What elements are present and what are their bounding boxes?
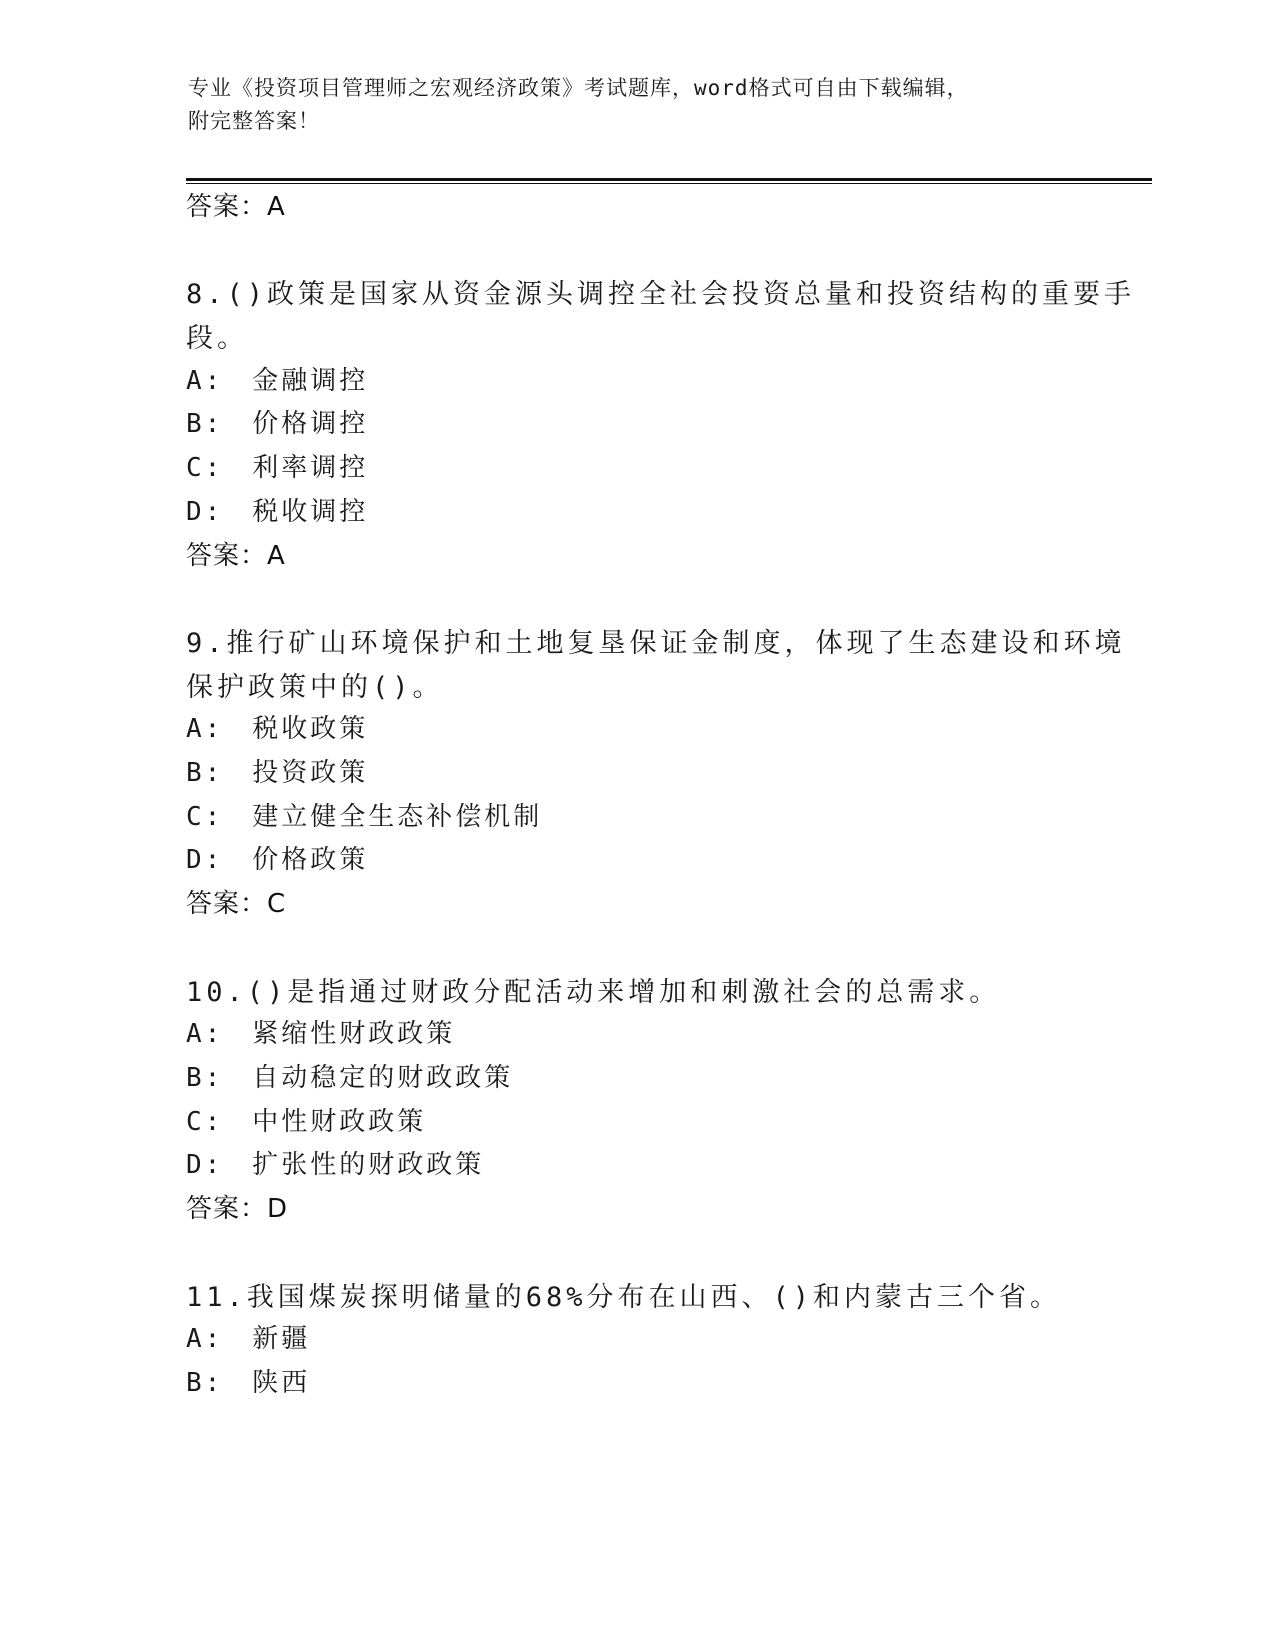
document-header [188,72,1068,138]
previous-answer: 答案：A [186,192,286,222]
question-stem-line-1: 8.()政策是国家从资金源头调控全社会投资总量和投资结构的重要手 [186,279,1136,310]
header-line-2: 附完整答案！ [188,109,320,133]
option-d: D: 价格政策 [186,845,369,875]
option-a: A: 紧缩性财政政策 [186,1019,456,1049]
question-stem-line-1: 10.()是指通过财政分配活动来增加和刺激社会的总需求。 [186,977,1001,1008]
option-d: D: 税收调控 [186,497,369,527]
answer: 答案：D [186,1194,289,1224]
header-line-1: 专业《投资项目管理师之宏观经济政策》考试题库，word格式可自由下载编辑， [188,76,969,100]
option-b: B: 自动稳定的财政政策 [186,1063,514,1093]
option-b: B: 投资政策 [186,758,369,788]
header-divider-thick [186,178,1152,181]
option-a: A: 新疆 [186,1324,311,1354]
question-stem-line-2: 段。 [186,323,248,354]
option-a: A: 金融调控 [186,366,369,396]
question-stem-line-1: 11.我国煤炭探明储量的68%分布在山西、()和内蒙古三个省。 [186,1282,1062,1313]
answer: 答案：A [186,541,286,571]
option-c: C: 利率调控 [186,453,369,483]
answer: 答案：C [186,889,287,919]
option-c: C: 中性财政政策 [186,1107,427,1137]
question-stem-line-1: 9.推行矿山环境保护和土地复垦保证金制度，体现了生态建设和环境 [186,628,1126,659]
header-divider-thin [186,183,1152,184]
question-stem-line-2: 保护政策中的()。 [186,672,444,703]
option-b: B: 价格调控 [186,409,369,439]
option-a: A: 税收政策 [186,714,369,744]
option-d: D: 扩张性的财政政策 [186,1150,485,1180]
option-b: B: 陕西 [186,1368,311,1398]
option-c: C: 建立健全生态补偿机制 [186,802,543,832]
